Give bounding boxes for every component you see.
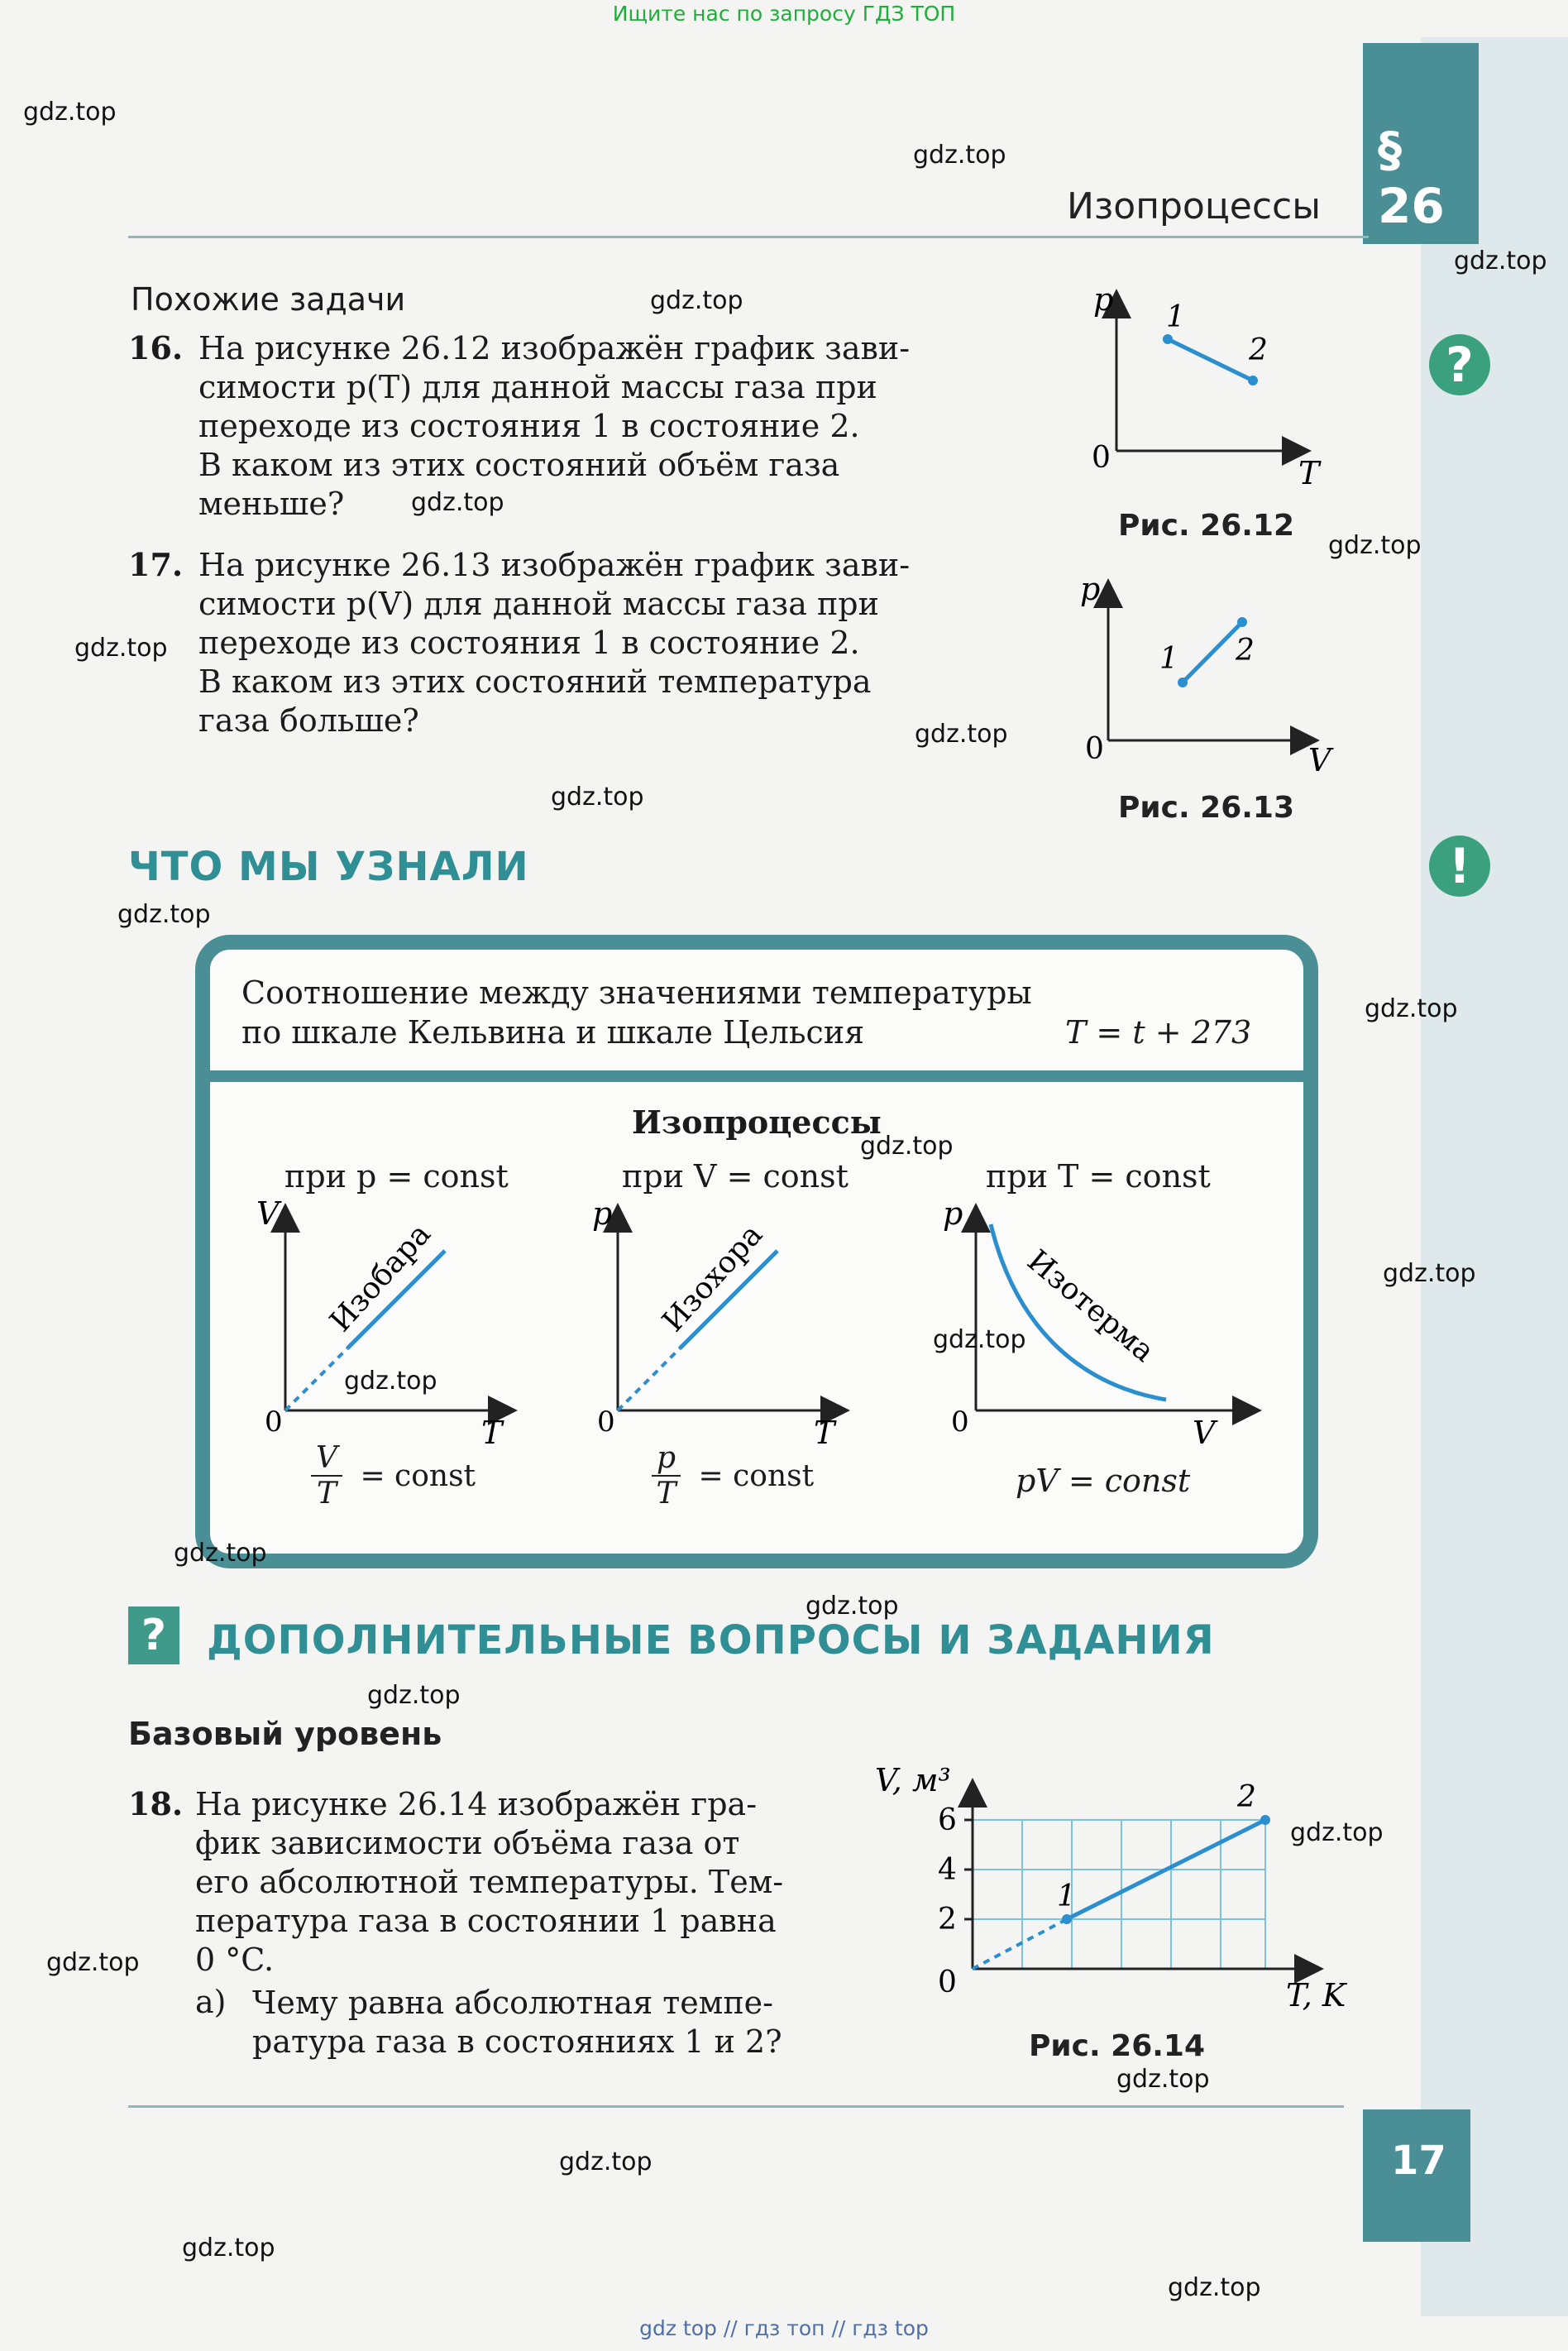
process-line [1183,622,1242,682]
p18-line: пература газа в состоянии 1 равна [195,1903,777,1939]
axis-label-t: T [1298,455,1320,491]
watermark: gdz.top [411,488,504,517]
watermark: gdz.top [367,1681,461,1710]
origin-label: 0 [1085,732,1104,766]
isoprocesses-title: Изопроцессы [632,1104,882,1141]
extrapolation-line [973,1919,1067,1969]
p18a-line: ратура газа в состояниях 1 и 2? [252,2023,782,2060]
watermark: gdz.top [650,286,743,315]
p16-line: симости p(T) для данной массы газа при [198,369,877,405]
axis-label-v: V [1193,1415,1216,1451]
base-level-heading: Базовый уровень [128,1716,442,1752]
problem-17-number: 17. [128,546,184,583]
similar-tasks-title: Похожие задачи [131,281,406,318]
p17-line: симости p(V) для данной массы газа при [198,586,879,622]
what-learned-heading: ЧТО МЫ УЗНАЛИ [128,844,529,890]
figure-26-12 [1059,277,1331,492]
problem-18-text [195,1785,828,1980]
watermark: gdz.top [182,2234,275,2262]
watermark: gdz.top [1290,1818,1384,1847]
problem-18a-text [252,1984,828,2061]
state-2-label: 2 [1236,634,1255,668]
watermark: gdz.top [174,1539,267,1568]
p17-line: газа больше? [198,702,419,739]
watermark: gdz.top [1365,994,1458,1023]
extrapolation-line [285,1348,347,1410]
extrapolation-line [618,1348,680,1410]
state-1-dot [1163,334,1173,344]
p18-line: его абсолютной температуры. Тем- [195,1864,784,1900]
question-box-icon: ? [128,1606,179,1664]
p18-line: фик зависимости объёма газа от [195,1825,740,1861]
figure-26-13-caption: Рис. 26.13 [1118,791,1295,825]
p18-line: 0 °C. [195,1942,275,1978]
p16-line: На рисунке 26.12 изображён график зави- [198,330,911,366]
axis-label-v: V, м³ [875,1762,951,1798]
tick-label: 2 [938,1903,957,1937]
law-rest: = const [698,1458,815,1493]
watermark: gdz.top [1168,2273,1261,2302]
state-2-dot [1260,1815,1270,1825]
problem-17-text [198,546,1001,740]
watermark: gdz.top [915,720,1008,749]
process-line [1168,339,1253,381]
isobar-condition: при p = const [284,1158,509,1195]
state-1-dot [1178,678,1188,687]
tick-label: 6 [938,1803,957,1837]
watermark: gdz.top [860,1132,954,1161]
figure-26-14 [868,1754,1365,2027]
extra-questions-heading: ДОПОЛНИТЕЛЬНЫЕ ВОПРОСЫ И ЗАДАНИЯ [207,1617,1215,1664]
isotherm-label: Изотерма [1021,1243,1161,1369]
p18-line: На рисунке 26.14 изображён гра- [195,1786,758,1822]
state-2-label: 2 [1237,1780,1256,1814]
watermark: gdz.top [1454,247,1547,275]
question-icon: ? [1429,334,1490,395]
axis-label-p: p [1080,571,1101,607]
isochor-label: Изохора [656,1218,770,1339]
state-1-label: 1 [1057,1879,1076,1913]
watermark: gdz.top [551,783,644,812]
isochor-graph [581,1191,853,1464]
state-1-label: 1 [1166,300,1185,334]
problem-16-text [198,329,1001,524]
summary-divider [210,1070,1303,1082]
header-rule [128,236,1369,238]
law-denominator: T [656,1477,676,1511]
problem-18-number: 18. [128,1785,184,1822]
watermark: gdz.top [117,900,211,929]
axis-label-p: p [1093,281,1114,318]
top-banner[interactable]: Ищите нас по запросу ГДЗ ТОП [612,2,956,26]
footer-rule [128,2105,1344,2108]
tick-label: 4 [938,1853,957,1887]
state-1-label: 1 [1159,642,1178,676]
axis-label-v: V [1308,742,1331,778]
watermark: gdz.top [1328,531,1422,560]
bottom-banner[interactable]: gdz top // гдз топ // гдз top [639,2316,929,2340]
problem-18a-label: а) [195,1984,227,2020]
p17-line: В каком из этих состояний температура [198,663,872,700]
watermark: gdz.top [46,1948,140,1977]
section-number: § 26 [1378,122,1445,234]
origin-label: 0 [1092,441,1111,475]
p16-line: В каком из этих состояний объём газа [198,447,840,483]
page-title: Изопроцессы [1067,185,1321,227]
isotherm-law: pV = const [1016,1463,1191,1499]
summary-relation-line-2: по шкале Кельвина и шкале Цельсия [241,1014,865,1051]
origin-label: 0 [265,1405,283,1439]
axis-label-t: T [481,1415,503,1451]
p17-line: На рисунке 26.13 изображён график зави- [198,547,911,583]
watermark: gdz.top [933,1325,1026,1354]
exclamation-icon: ! [1429,836,1490,897]
p16-line: переходе из состояния 1 в состояние 2. [198,408,860,444]
figure-26-12-caption: Рис. 26.12 [1118,509,1295,543]
watermark: gdz.top [559,2148,653,2176]
isobar-law [311,1441,476,1511]
isobar-label: Изобара [323,1217,437,1339]
p17-line: переходе из состояния 1 в состояние 2. [198,625,860,661]
isochor-condition: при V = const [622,1158,849,1195]
watermark: gdz.top [1383,1259,1476,1288]
law-numerator: V [311,1441,342,1477]
isochor-law [652,1441,814,1511]
watermark: gdz.top [74,634,168,663]
figure-26-14-caption: Рис. 26.14 [1029,2029,1206,2063]
watermark: gdz.top [344,1367,437,1396]
law-denominator: T [316,1477,337,1511]
axis-label-t: T [814,1415,835,1451]
p16-line: меньше? [198,486,345,522]
page-number: 17 [1391,2138,1446,2184]
p18a-line: Чему равна абсолютная темпе- [252,1985,773,2021]
state-2-dot [1248,376,1258,385]
axis-label-t: T, K [1286,1977,1346,2013]
summary-relation-line-1: Соотношение между значениями температуры [241,974,1032,1011]
axis-label-v: V [256,1195,280,1232]
figure-26-13 [1059,563,1340,778]
axis-label-p: p [943,1195,963,1232]
law-numerator: p [652,1441,681,1477]
watermark: gdz.top [1116,2065,1210,2094]
kelvin-celsius-formula: T = t + 273 [1065,1014,1252,1051]
origin-label: 0 [597,1405,615,1439]
watermark: gdz.top [23,98,117,127]
origin-label: 0 [938,1966,957,1999]
axis-label-p: p [592,1195,613,1232]
page-number-tab [1363,2109,1470,2242]
isotherm-condition: при T = const [986,1158,1211,1195]
section-tab [1363,43,1479,244]
law-rest: = const [360,1458,476,1493]
watermark: gdz.top [913,141,1006,170]
origin-label: 0 [951,1405,969,1439]
state-2-label: 2 [1249,333,1268,367]
isobar-graph [248,1191,521,1464]
state-1-dot [1062,1914,1072,1924]
state-2-dot [1237,617,1247,627]
problem-16-number: 16. [128,329,184,366]
watermark: gdz.top [806,1592,899,1621]
